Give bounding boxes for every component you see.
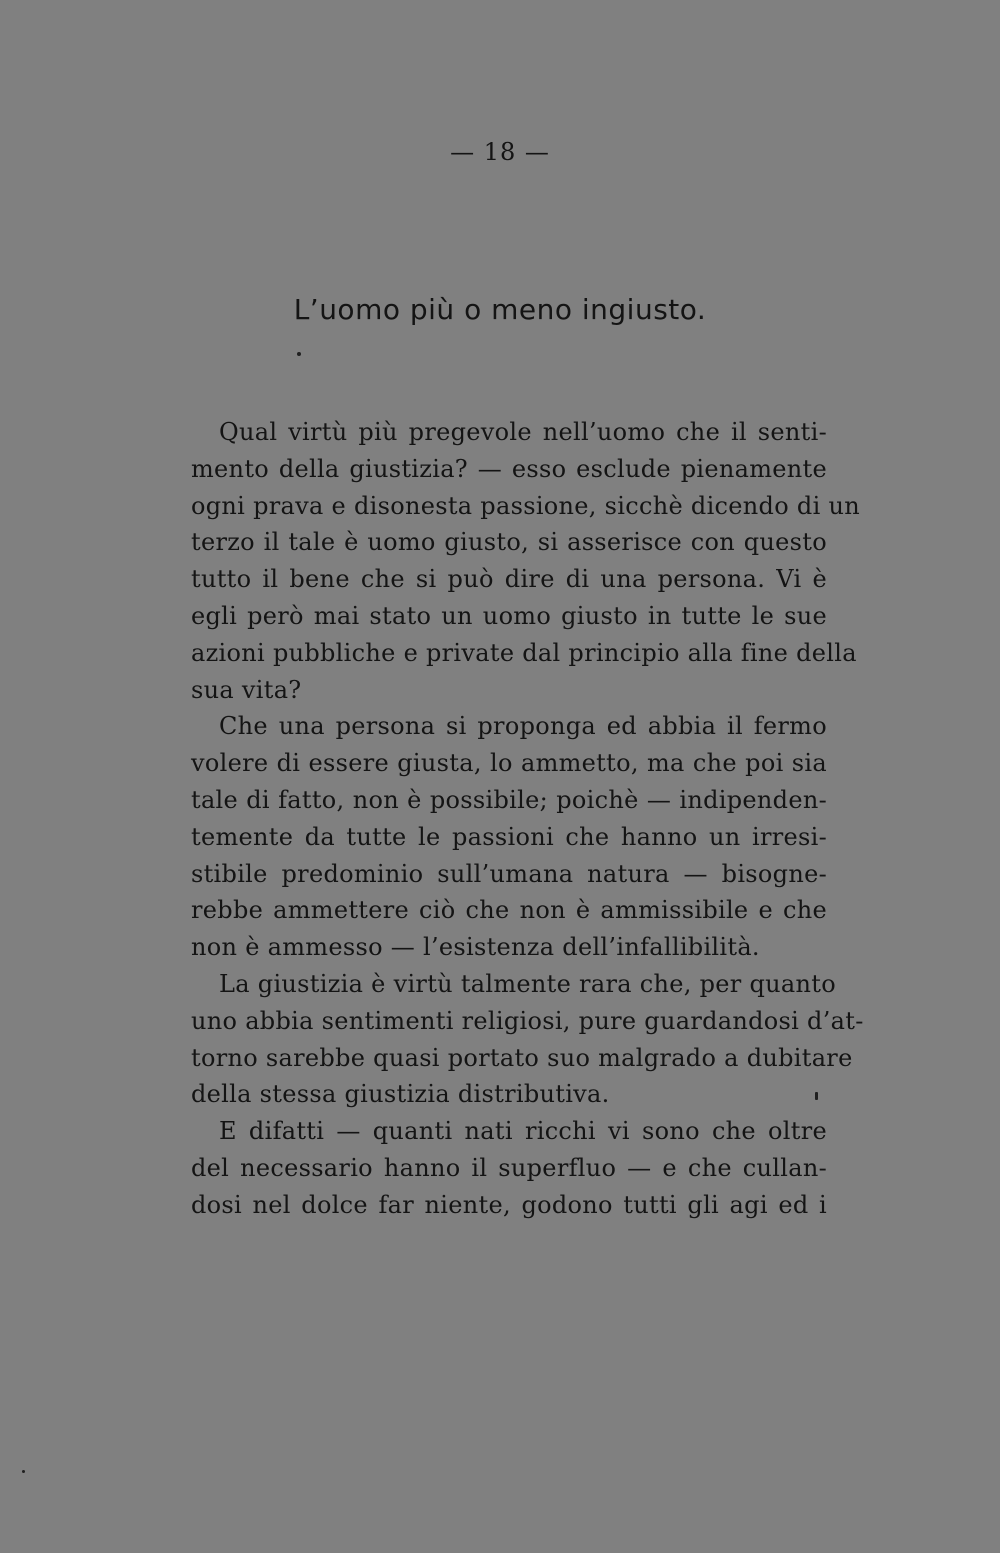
scan-speck: [297, 352, 301, 356]
text-line: torno sarebbe quasi portato suo malgrado a dubitare: [191, 1043, 853, 1072]
body-text: [191, 414, 864, 1224]
text-line: ogni prava e disonesta passione, sicchè dicendo di un: [191, 491, 860, 520]
text-line: tutto il bene che si può dire di una persona. Vi è: [191, 565, 827, 594]
scan-speck: [815, 1092, 818, 1100]
scan-speck: [22, 1470, 25, 1473]
paragraph: [191, 1113, 827, 1223]
text-line: non è ammesso — l’esistenza dell’infallibilità.: [191, 933, 760, 962]
text-line: del necessario hanno il superfluo — e che cullan-: [191, 1153, 827, 1182]
paragraph: [191, 414, 860, 708]
text-line: mento della giustizia? — esso esclude pienamente: [191, 454, 827, 483]
text-line: volere di essere giusta, lo ammetto, ma che poi sia: [191, 749, 827, 778]
text-line: dosi nel dolce far niente, godono tutti gli agi ed i: [191, 1190, 827, 1219]
text-line: azioni pubbliche e private dal principio alla fine della: [191, 638, 857, 667]
paragraph: [191, 966, 864, 1113]
text-line: stibile predominio sull’umana natura — bisogne-: [191, 859, 827, 888]
text-line: tale di fatto, non è possibile; poichè — indipenden-: [191, 785, 827, 814]
text-line: Che una persona si proponga ed abbia il fermo: [219, 712, 827, 741]
text-line: Qual virtù più pregevole nell’uomo che il senti-: [219, 418, 827, 446]
text-line: La giustizia è virtù talmente rara che, per quanto: [219, 969, 836, 998]
text-line: della stessa giustizia distributiva.: [191, 1080, 610, 1109]
chapter-title: L’uomo più o meno ingiusto.: [293, 293, 707, 326]
text-line: rebbe ammettere ciò che non è ammissibile e che: [191, 896, 827, 925]
text-line: temente da tutte le passioni che hanno un irresi-: [191, 822, 827, 851]
page-number: — 18 —: [450, 138, 550, 166]
text-line: uno abbia sentimenti religiosi, pure guardandosi d’at-: [191, 1006, 864, 1035]
text-line: terzo il tale è uomo giusto, si asserisce con questo: [191, 528, 827, 557]
text-line: egli però mai stato un uomo giusto in tutte le sue: [191, 601, 827, 630]
text-line: E difatti — quanti nati ricchi vi sono che oltre: [219, 1117, 827, 1146]
paragraph: [191, 708, 827, 966]
text-line: sua vita?: [191, 675, 302, 704]
